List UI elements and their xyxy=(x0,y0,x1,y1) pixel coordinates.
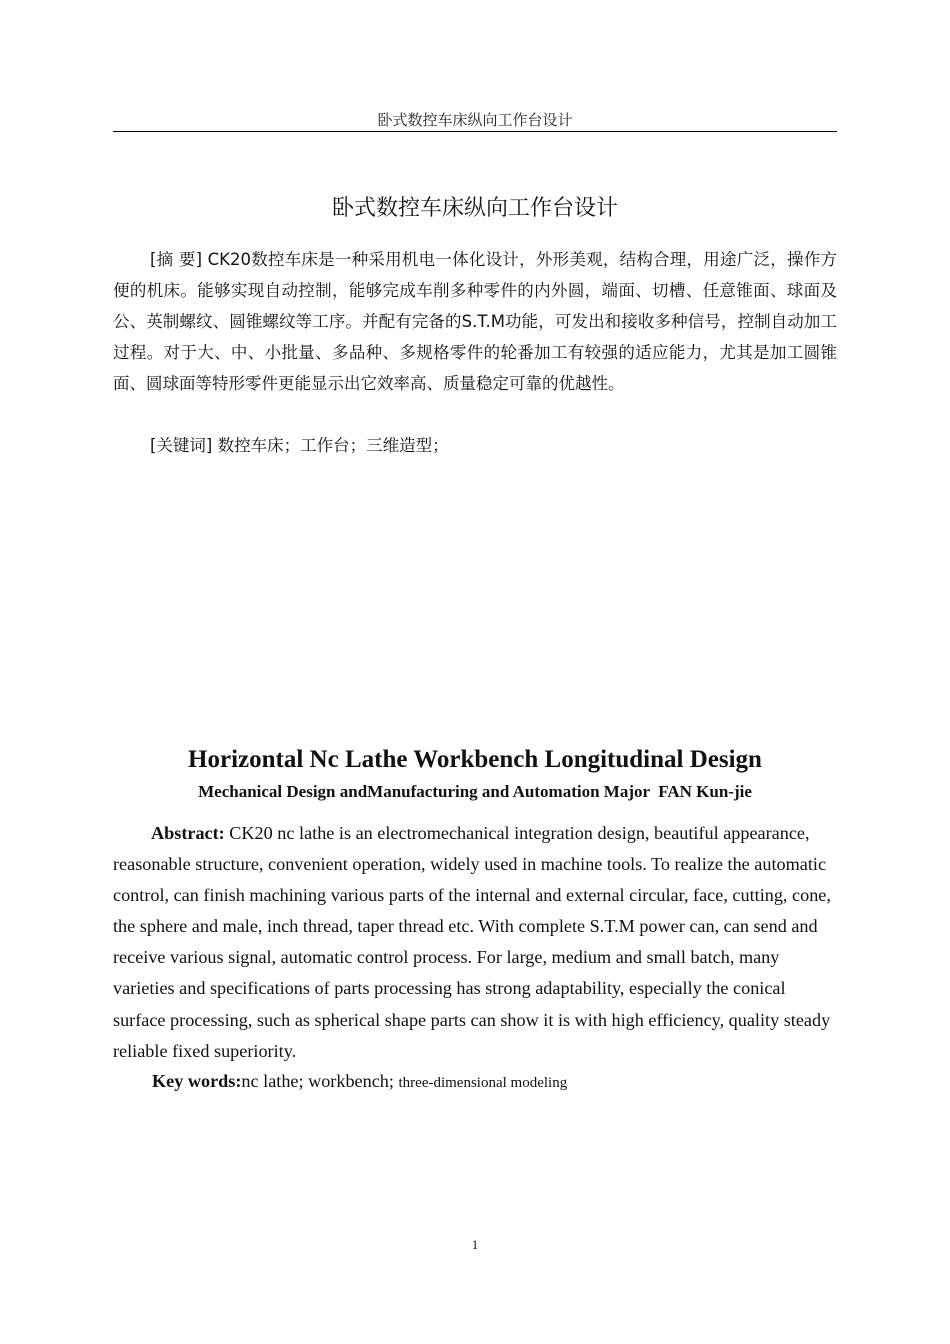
english-abstract xyxy=(113,818,837,1067)
header-rule xyxy=(113,131,837,132)
chinese-keywords-text: 数控车床；工作台；三维造型； xyxy=(217,436,449,455)
english-keywords-text: nc lathe; workbench; xyxy=(241,1071,394,1091)
running-header: 卧式数控车床纵向工作台设计 xyxy=(377,111,573,129)
chinese-abstract xyxy=(113,244,837,399)
chinese-keywords-label: [关键词] xyxy=(150,436,213,455)
chinese-abstract-label: [摘 要] xyxy=(150,250,203,269)
english-abstract-label: Abstract: xyxy=(151,823,225,843)
english-byline: Mechanical Design andManufacturing and Automation Major FAN Kun-jie xyxy=(198,782,752,801)
chinese-title: 卧式数控车床纵向工作台设计 xyxy=(331,196,618,221)
english-keywords-tail: three-dimensional modeling xyxy=(398,1075,568,1091)
chinese-keywords xyxy=(150,430,837,461)
english-keywords xyxy=(152,1066,837,1099)
english-abstract-text: CK20 nc lathe is an electromechanical integration design, beautiful appearance, reasonable structure, convenient operation, widely used in machine tools. To realize the automatic control, can finish machining various parts of the internal and external circular, face, cutting, cone, the sphere and male, inch thread, taper thread etc. With complete S.T.M power can, can send and receive various signal, automatic control process. For large, medium and small batch, many varieties and specifications of parts processing has strong adaptability, especially the conical surface processing, such as spherical shape parts can show it is with high efficiency, quality steady reliable fixed superiority. xyxy=(113,823,831,1061)
page-number: 1 xyxy=(471,1237,479,1252)
english-keywords-label: Key words: xyxy=(152,1071,242,1091)
chinese-abstract-text: CK20数控车床是一种采用机电一体化设计，外形美观，结构合理，用途广泛，操作方便的机床。能够实现自动控制，能够完成车削多种零件的内外圆，端面、切槽、任意锥面、球面及公、英制螺纹、圆锥螺纹等工序。并配有完备的S.T.M功能，可发出和接收多种信号，控制自动加工过程。对于大、中、小批量、多品种、多规格零件的轮番加工有较强的适应能力，尤其是加工圆锥面、圆球面等特形零件更能显示出它效率高、质量稳定可靠的优越性。 xyxy=(113,250,838,393)
english-title: Horizontal Nc Lathe Workbench Longitudinal Design xyxy=(188,746,762,773)
